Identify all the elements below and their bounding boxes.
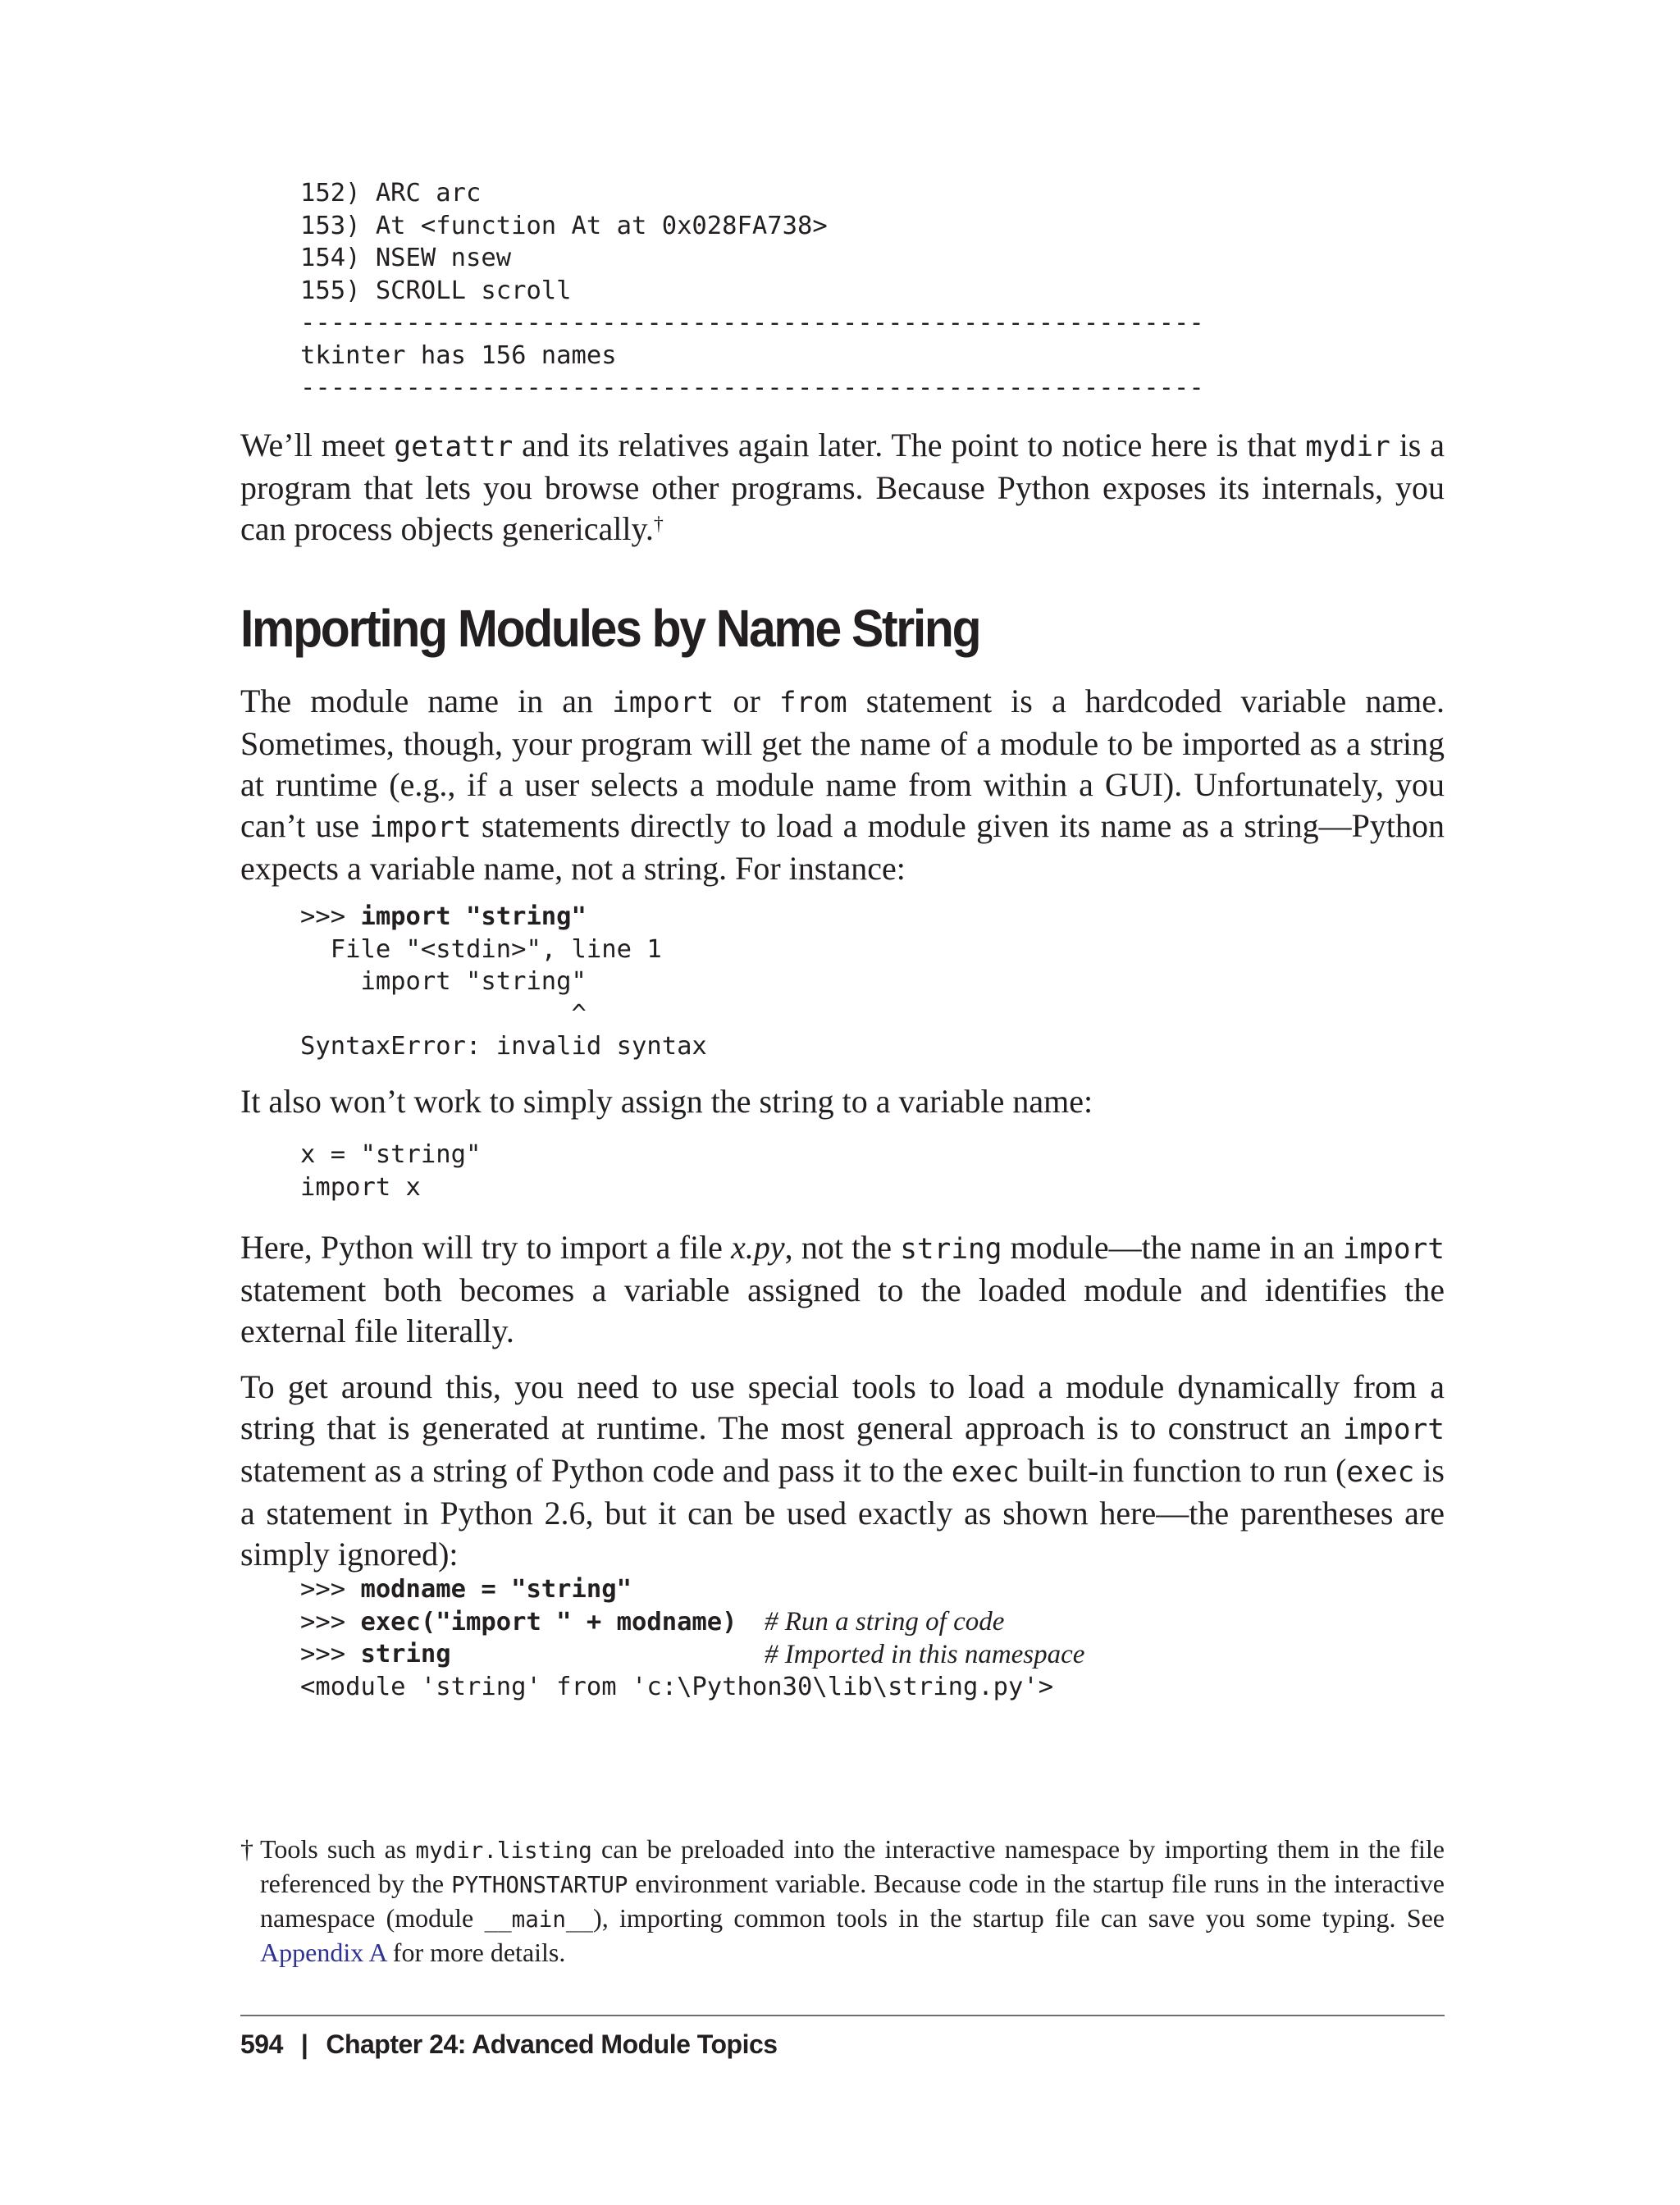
inline-code: getattr	[394, 431, 514, 463]
footnote: † Tools such as mydir.listing can be preloaded into the interactive namespace by importing them in the file referenced by the PYTHONSTARTUP environment variable. Because code in the startup file runs in the interactive namespace (module __main__), importing common tools in the startup file can save you some typing. See Appendix A for more details.	[240, 1834, 1445, 1967]
code-listing-exec: >>> modname = "string" >>> exec("import " + modname) # Run a string of code >>> string # Imported in this namespace <module 'string' from 'c:\Python30\lib\string.py'>	[300, 1575, 1085, 1701]
appendix-a-link[interactable]: Appendix A	[260, 1938, 386, 1967]
inline-code: import	[1342, 1413, 1445, 1446]
inline-code: import	[1342, 1233, 1445, 1266]
paragraph-assign: It also won’t work to simply assign the string to a variable name:	[240, 1083, 1093, 1120]
page-footer	[240, 2026, 778, 2062]
code-line: 154) NSEW nsew	[300, 244, 512, 272]
code-input: exec("import " + modname)	[360, 1607, 737, 1637]
inline-code: import	[369, 811, 472, 844]
code-listing-tkinter-names	[300, 177, 1204, 404]
code-line: x = "string"	[300, 1140, 482, 1169]
code-line: 152) ARC arc	[300, 179, 482, 208]
code-output: <module 'string' from 'c:\Python30\lib\string.py'>	[300, 1672, 1054, 1701]
code-line: ^	[300, 999, 587, 1029]
code-comment: # Run a string of code	[765, 1607, 1005, 1637]
footer-divider	[240, 2015, 1445, 2016]
code-line: import x	[300, 1172, 421, 1202]
inline-code: exec	[1346, 1456, 1415, 1489]
section-heading: Importing Modules by Name String	[240, 599, 980, 658]
code-line: SyntaxError: invalid syntax	[300, 1032, 707, 1061]
footnote-mark: †	[240, 1834, 253, 1864]
inline-code: string	[900, 1233, 1002, 1266]
code-listing-assign	[300, 1139, 481, 1203]
code-line: 155) SCROLL scroll	[300, 276, 572, 305]
code-listing-import-error: >>> import "string" File "<stdin>", line 1 import "string" ^ SyntaxError: invalid syntax	[300, 902, 707, 1061]
paragraph-get-around: To get around this, you need to use special tools to load a module dynamically from a string that is generated at runtime. The most general approach is to construct an import statement as a string of Python code and pass it to the exec built-in function to run (exec is a statement in Python 2.6, but it can be used exactly as shown here—the parentheses are simply ignored):	[240, 1368, 1445, 1573]
code-input: modname = "string"	[360, 1575, 632, 1604]
inline-code: __main__	[484, 1906, 594, 1933]
inline-code: from	[778, 687, 847, 719]
inline-code: exec	[951, 1456, 1020, 1489]
code-input: import "string"	[360, 902, 587, 931]
inline-code: mydir.listing	[415, 1838, 592, 1864]
inline-code: mydir	[1305, 431, 1390, 463]
code-line: tkinter has 156 names	[300, 340, 617, 370]
code-line: ------------------------------------------------------------	[300, 308, 1204, 337]
inline-code: PYTHONSTARTUP	[451, 1872, 628, 1898]
filename: x.py	[731, 1229, 785, 1266]
footnote-reference[interactable]: †	[653, 514, 664, 535]
code-comment: # Imported in this namespace	[765, 1640, 1085, 1669]
footer-separator: |	[300, 2029, 308, 2059]
chapter-title: Chapter 24: Advanced Module Topics	[326, 2029, 778, 2059]
inline-code: import	[612, 687, 714, 719]
code-input: string	[360, 1640, 451, 1669]
code-line: import "string"	[300, 967, 587, 996]
page-number: 594	[240, 2029, 283, 2059]
code-line: 153) At <function At at 0x028FA738>	[300, 211, 828, 240]
paragraph-getattr: We’ll meet getattr and its relatives again later. The point to notice here is that mydir is a program that lets you browse other programs. Because Python exposes its internals, you can process objects generically.†	[240, 427, 1445, 547]
paragraph-here: Here, Python will try to import a file x.py, not the string module—the name in an import statement both becomes a variable assigned to the loaded module and identifies the external file literally.	[240, 1229, 1445, 1349]
code-line: ------------------------------------------------------------	[300, 373, 1204, 402]
code-line: File "<stdin>", line 1	[300, 934, 662, 964]
paragraph-module-name: The module name in an import or from statement is a hardcoded variable name. Sometimes, though, your program will get the name of a module to be imported as a string at runtime (e.g., if a user selects a module name from within a GUI). Unfortunately, you can’t use import statements directly to load a module given its name as a string—Python expects a variable name, not a string. For instance:	[240, 682, 1445, 887]
